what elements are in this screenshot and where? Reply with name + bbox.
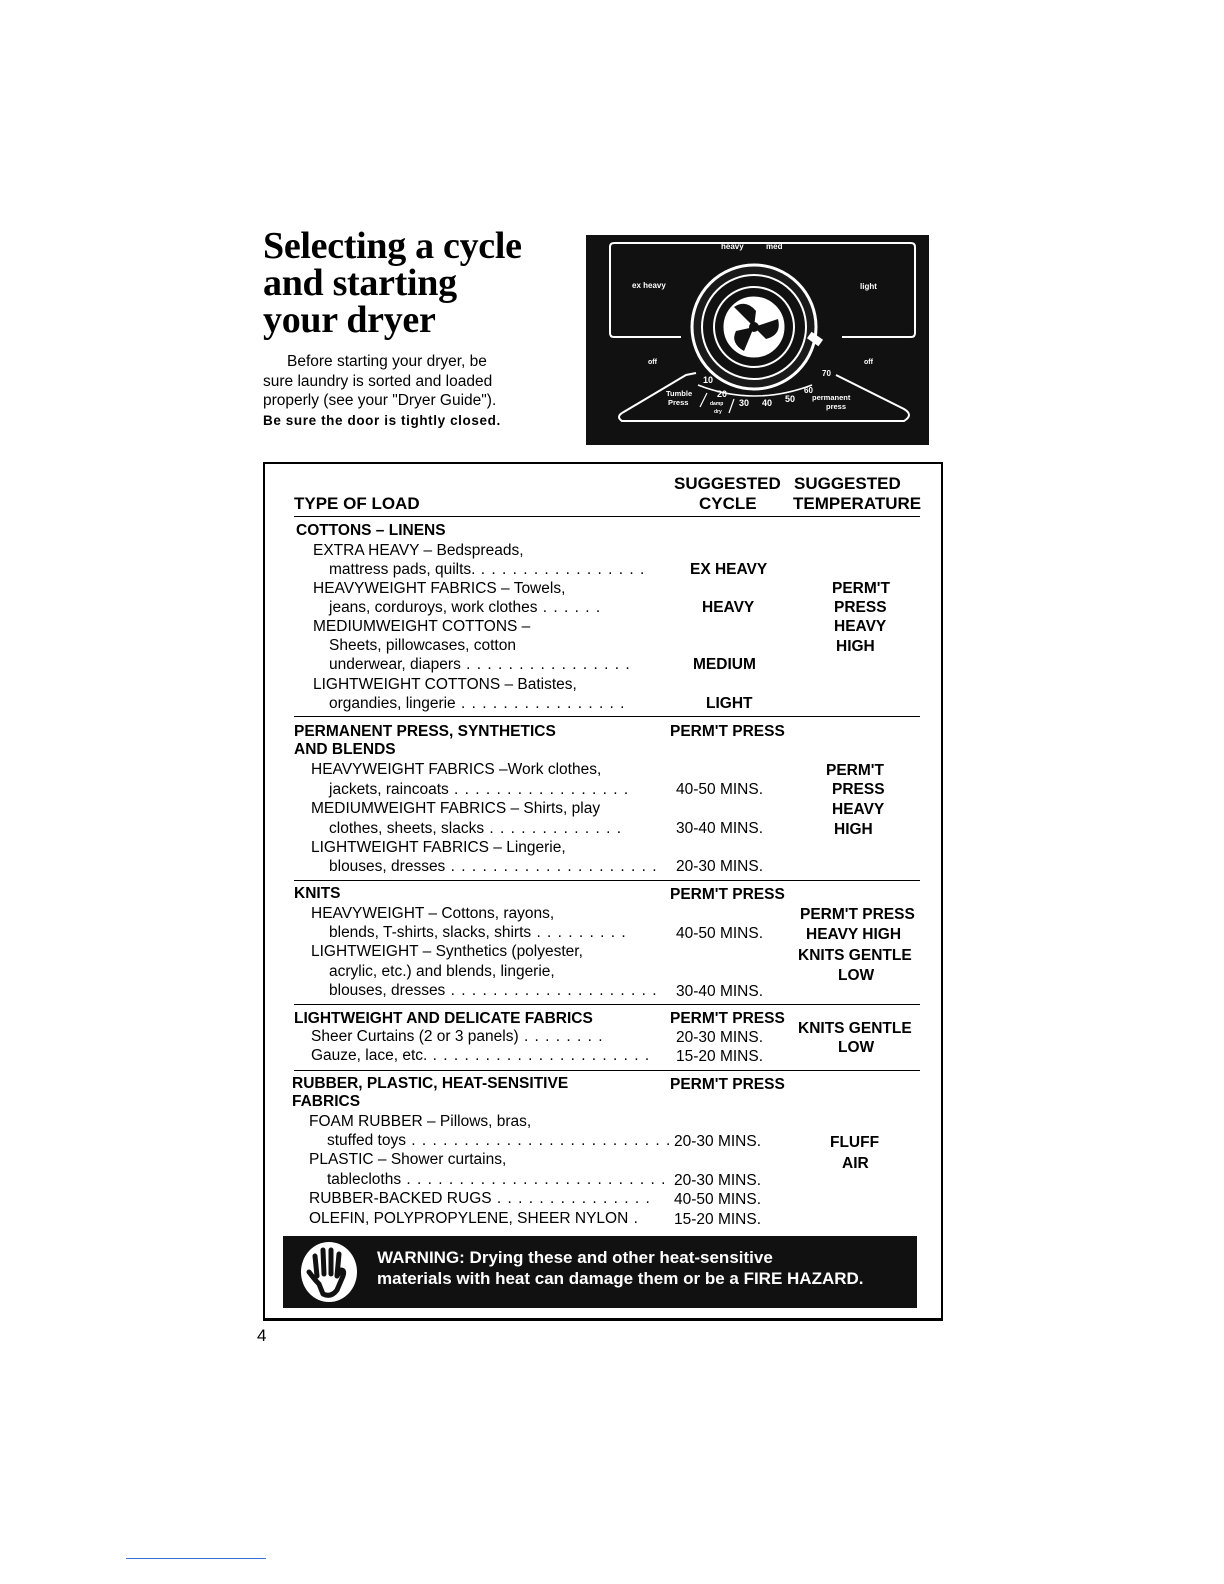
footer-rule — [126, 1558, 266, 1559]
delicate-temp-1: KNITS GENTLE — [798, 1020, 912, 1037]
section-heading-permpress-1: PERMANENT PRESS, SYNTHETICS — [294, 723, 556, 740]
permpress-cycle-3: 20-30 MINS. — [676, 858, 764, 875]
permpress-cycle: PERM'T PRESS — [670, 723, 785, 740]
dial-label-60: 60 — [804, 386, 813, 395]
permpress-row-3a: LIGHTWEIGHT FABRICS – Lingerie, — [311, 839, 566, 856]
rubber-cycle: PERM'T PRESS — [670, 1076, 785, 1093]
cottons-row-2b: jeans, corduroys, work clothes . . . . . . — [329, 599, 602, 616]
cottons-row-3b: Sheets, pillowcases, cotton — [329, 637, 516, 654]
section-heading-permpress-2: AND BLENDS — [294, 741, 396, 758]
intro-paragraph — [263, 352, 583, 430]
delicate-divider — [294, 1070, 920, 1071]
permpress-row-1a: HEAVYWEIGHT FABRICS –Work clothes, — [311, 761, 602, 778]
rubber-cycle-2: 20-30 MINS. — [674, 1172, 762, 1189]
cottons-temp-1: PERM'T — [832, 580, 890, 597]
section-heading-knits: KNITS — [294, 885, 341, 902]
cottons-temp-3: HEAVY — [834, 618, 887, 635]
knits-row-1a: HEAVYWEIGHT – Cottons, rayons, — [311, 905, 555, 922]
permpress-row-2b: clothes, sheets, slacks . . . . . . . . . . . . . — [329, 820, 623, 837]
section-heading-rubber-2: FABRICS — [292, 1093, 361, 1110]
cottons-row-3c: underwear, diapers . . . . . . . . . . . . . . . . — [329, 656, 631, 673]
delicate-temp-2: LOW — [838, 1039, 875, 1056]
warning-line-2: materials with heat can damage them or be a FIRE HAZARD. — [377, 1269, 864, 1288]
delicate-cycle-1: 20-30 MINS. — [676, 1029, 764, 1046]
permpress-temp-3: HEAVY — [832, 801, 885, 818]
hand-stop-icon — [293, 1236, 363, 1308]
cottons-row-4a: LIGHTWEIGHT COTTONS – Batistes, — [313, 676, 577, 693]
intro-line-3: properly (see your "Dryer Guide"). — [263, 392, 497, 409]
knits-cycle-1: 40-50 MINS. — [676, 925, 764, 942]
rubber-cycle-4: 15-20 MINS. — [674, 1211, 762, 1228]
knits-row-1b: blends, T-shirts, slacks, shirts . . . . . . . . . — [329, 924, 627, 941]
cottons-cycle-3: MEDIUM — [693, 656, 756, 673]
knits-temp-3: KNITS GENTLE — [798, 947, 912, 964]
rubber-row-4: OLEFIN, POLYPROPYLENE, SHEER NYLON . — [309, 1210, 639, 1227]
dial-label-50: 50 — [785, 394, 796, 404]
intro-line-1: Before starting your dryer, be — [287, 353, 487, 370]
cottons-row-3a: MEDIUMWEIGHT COTTONS – — [313, 618, 531, 635]
cottons-row-1a: EXTRA HEAVY – Bedspreads, — [313, 542, 524, 559]
permpress-row-1b: jackets, raincoats . . . . . . . . . . . . . . . . . — [329, 781, 630, 798]
knits-temp-4: LOW — [838, 967, 875, 984]
dial-label-30: 30 — [739, 398, 750, 408]
dial-label-tumble: Tumble — [666, 389, 693, 398]
dial-label-med: med — [766, 242, 783, 251]
header-cycle: CYCLE — [699, 494, 757, 513]
section-heading-delicate: LIGHTWEIGHT AND DELICATE FABRICS — [294, 1010, 593, 1027]
permpress-cycle-1: 40-50 MINS. — [676, 781, 764, 798]
dial-label-20: 20 — [717, 389, 728, 399]
dial-label-40: 40 — [762, 398, 773, 408]
title-line-2: and starting — [263, 262, 457, 304]
warning-line-1: WARNING: Drying these and other heat-sensitive — [377, 1248, 773, 1267]
permpress-cycle-2: 30-40 MINS. — [676, 820, 764, 837]
dial-label-off-left: off — [648, 359, 657, 366]
rubber-temp-2: AIR — [842, 1155, 869, 1172]
knits-row-2a: LIGHTWEIGHT – Synthetics (polyester, — [311, 943, 583, 960]
rubber-row-3: RUBBER-BACKED RUGS . . . . . . . . . . . . . . . — [309, 1190, 651, 1207]
delicate-cycle: PERM'T PRESS — [670, 1010, 785, 1027]
dial-label-damp: damp — [710, 401, 724, 407]
header-suggested-cycle-1: SUGGESTED — [674, 474, 781, 493]
delicate-cycle-2: 15-20 MINS. — [676, 1048, 764, 1065]
fire-hazard-warning-banner — [283, 1236, 917, 1308]
cottons-row-1b: mattress pads, quilts. . . . . . . . . . . . . . . . . — [329, 561, 646, 578]
permpress-row-2a: MEDIUMWEIGHT FABRICS – Shirts, play — [311, 800, 601, 817]
delicate-row-2: Gauze, lace, etc. . . . . . . . . . . . . . . . . . . . . . — [311, 1047, 651, 1064]
knits-row-2c: blouses, dresses . . . . . . . . . . . . . . . . . . . . — [329, 982, 658, 999]
header-type-of-load: TYPE OF LOAD — [294, 494, 420, 513]
dial-label-off-right: off — [864, 359, 873, 366]
dryer-control-panel-illustration — [586, 235, 929, 445]
cottons-cycle-2: HEAVY — [702, 599, 755, 616]
cottons-divider — [294, 716, 920, 717]
intro-line-2: sure laundry is sorted and loaded — [263, 372, 493, 390]
knits-cycle: PERM'T PRESS — [670, 886, 785, 903]
header-divider — [294, 516, 920, 517]
cottons-temp-2: PRESS — [834, 599, 887, 616]
dial-label-70: 70 — [822, 369, 831, 378]
title-line-3: your dryer — [263, 299, 436, 341]
cottons-cycle-4: LIGHT — [706, 695, 753, 712]
dial-label-10: 10 — [703, 375, 714, 385]
permpress-divider — [294, 880, 920, 881]
cottons-row-2a: HEAVYWEIGHT FABRICS – Towels, — [313, 580, 566, 597]
dial-label-dry: dry — [714, 409, 722, 415]
permpress-row-3b: blouses, dresses . . . . . . . . . . . . . . . . . . . . — [329, 858, 658, 875]
title-line-1: Selecting a cycle — [263, 225, 522, 267]
section-heading-rubber-1: RUBBER, PLASTIC, HEAT-SENSITIVE — [292, 1075, 569, 1092]
rubber-row-2b: tablecloths . . . . . . . . . . . . . . . . . . . . . . . . . — [327, 1171, 667, 1188]
section-heading-cottons: COTTONS – LINENS — [296, 522, 446, 539]
dryer-dial-diagram — [586, 235, 929, 445]
rubber-row-2a: PLASTIC – Shower curtains, — [309, 1151, 507, 1168]
dial-label-press-2: press — [826, 402, 847, 411]
intro-warning-text: Be sure the door is tightly closed. — [263, 412, 501, 428]
permpress-temp-4: HIGH — [834, 821, 873, 838]
knits-temp-1: PERM'T PRESS — [800, 906, 915, 923]
dial-label-permanent: permanent — [812, 393, 851, 402]
knits-cycle-2: 30-40 MINS. — [676, 983, 764, 1000]
dial-label-heavy: heavy — [721, 242, 744, 251]
knits-divider — [294, 1004, 920, 1005]
cottons-temp-4: HIGH — [836, 638, 875, 655]
permpress-temp-2: PRESS — [832, 781, 885, 798]
page-title — [263, 225, 583, 341]
rubber-cycle-1: 20-30 MINS. — [674, 1133, 762, 1150]
knits-temp-2: HEAVY HIGH — [806, 926, 902, 943]
header-temperature: TEMPERATURE — [793, 494, 922, 513]
dial-label-ex-heavy: ex heavy — [632, 281, 666, 290]
delicate-row-1: Sheer Curtains (2 or 3 panels) . . . . . . . . — [311, 1028, 604, 1045]
cottons-row-4b: organdies, lingerie . . . . . . . . . . . . . . . . — [329, 695, 626, 712]
header-suggested-temp-1: SUGGESTED — [794, 474, 901, 493]
dial-label-light: light — [860, 282, 877, 291]
rubber-cycle-3: 40-50 MINS. — [674, 1191, 762, 1208]
cottons-cycle-1: EX HEAVY — [690, 561, 768, 578]
rubber-row-1b: stuffed toys . . . . . . . . . . . . . . . . . . . . . . . . . — [327, 1132, 672, 1149]
permpress-temp-1: PERM'T — [826, 762, 884, 779]
dial-label-press: Press — [668, 398, 689, 407]
rubber-temp-1: FLUFF — [830, 1134, 880, 1151]
knits-row-2b: acrylic, etc.) and blends, lingerie, — [329, 963, 555, 980]
rubber-row-1a: FOAM RUBBER – Pillows, bras, — [309, 1113, 532, 1130]
page-number: 4 — [257, 1326, 267, 1345]
